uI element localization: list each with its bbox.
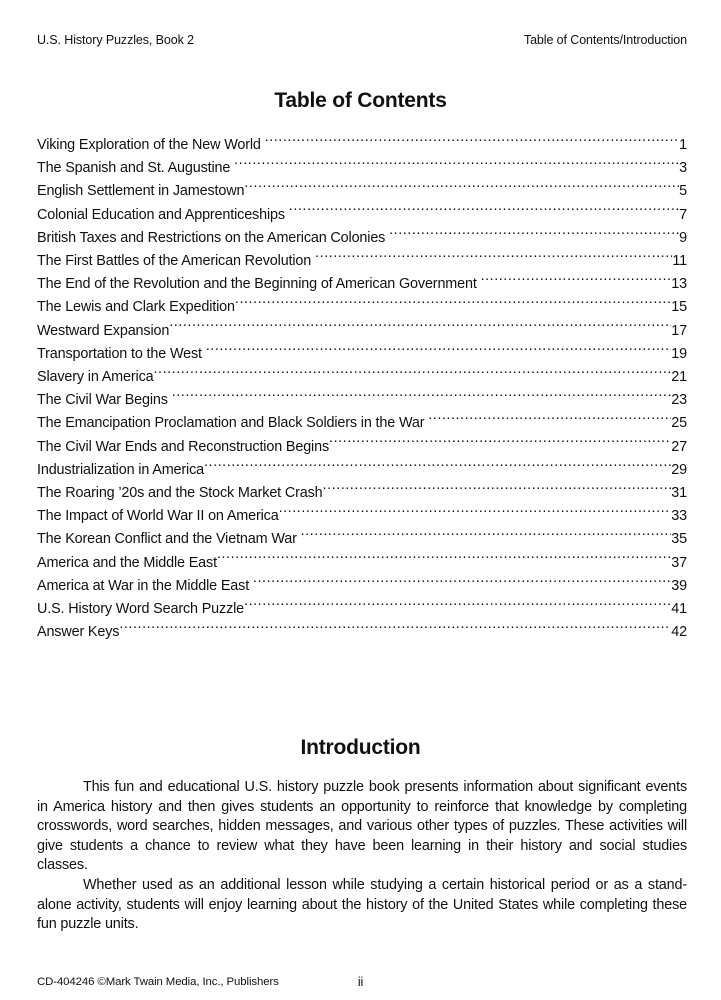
toc-entry-page-number: 33	[671, 508, 687, 525]
running-head	[37, 33, 687, 48]
running-head-book-title: U.S. History Puzzles, Book 2	[37, 33, 194, 47]
toc-leader-dots	[329, 436, 671, 450]
toc-entry-label: Viking Exploration of the New World	[37, 137, 261, 153]
toc-leader-dots	[315, 251, 672, 265]
toc-entry-page-number: 13	[671, 276, 687, 293]
toc-entry-page-number: 9	[679, 229, 687, 246]
toc-leader-dots	[235, 297, 671, 311]
toc-entry[interactable]	[37, 621, 687, 644]
toc-entry-page-number: 11	[672, 253, 687, 270]
toc-entry-page-number: 27	[671, 438, 687, 455]
toc-entry-label: Transportation to the West	[37, 345, 202, 362]
toc-entry[interactable]	[37, 389, 687, 412]
footer-page-number: ii	[357, 975, 364, 989]
toc-entry[interactable]	[37, 552, 687, 575]
toc-leader-dots	[481, 274, 671, 288]
introduction-body	[37, 778, 687, 935]
introduction-paragraph: This fun and educational U.S. history puzzle book presents information about significant events in America history and then gives students an opportunity to reinforce that knowledge by completing crosswords, word searches, hidden messages, and various other types of puzzles. These activities will give students a chance to review what they have been learning in their history and social studies classes.	[37, 779, 687, 874]
toc-entry-page-number: 21	[671, 369, 687, 386]
toc-leader-dots	[234, 158, 679, 172]
toc-entry[interactable]	[37, 204, 687, 227]
toc-entry[interactable]	[37, 320, 687, 343]
toc-entry-label: Colonial Education and Apprenticeships	[37, 206, 285, 223]
introduction-paragraph: Whether used as an additional lesson while studying a certain historical period or as a stand-alone activity, students will enjoy learning about the history of the United States while completing these fun puzzle units.	[37, 876, 687, 933]
toc-entry-label: The First Battles of the American Revolution	[37, 253, 312, 270]
toc-entry[interactable]	[37, 528, 687, 551]
toc-entry-label: The Impact of World War II on America	[37, 508, 279, 525]
toc-entry-label: The Civil War Begins	[37, 392, 168, 409]
toc-entry[interactable]	[37, 250, 687, 273]
toc-entry-label: Answer Keys	[37, 624, 120, 641]
toc-leader-dots	[153, 367, 670, 381]
toc-entry-label: The Emancipation Proclamation and Black Soldiers in the War	[37, 415, 425, 432]
toc-leader-dots	[323, 483, 671, 497]
toc-leader-dots	[301, 529, 671, 543]
toc-leader-dots	[244, 599, 671, 613]
toc-leader-dots	[265, 135, 679, 149]
toc-entry-page-number: 29	[671, 461, 687, 478]
toc-entry-label: The Civil War Ends and Reconstruction Begins	[37, 438, 330, 455]
toc-entry[interactable]	[37, 227, 687, 250]
toc-leader-dots	[206, 343, 671, 357]
toc-leader-dots	[169, 320, 671, 334]
toc-entry[interactable]	[37, 366, 687, 389]
toc-entry[interactable]	[37, 273, 687, 296]
toc-entry-page-number: 23	[671, 392, 687, 409]
toc-entry[interactable]	[37, 505, 687, 528]
toc-entry-label: Slavery in America	[37, 369, 154, 386]
toc-entry-page-number: 39	[671, 577, 687, 594]
toc-entry[interactable]	[37, 598, 687, 621]
toc-entry[interactable]	[37, 343, 687, 366]
toc-entry-page-number: 31	[671, 485, 687, 502]
toc-leader-dots	[428, 413, 671, 427]
toc-entry-page-number: 35	[671, 531, 687, 548]
toc-entry-page-number: 5	[679, 183, 687, 200]
toc-leader-dots	[289, 204, 679, 218]
toc-entry-page-number: 15	[671, 299, 687, 316]
toc-entry-label: The Roaring ’20s and the Stock Market Crash	[37, 485, 323, 502]
toc-leader-dots	[244, 181, 678, 195]
toc-entry[interactable]	[37, 296, 687, 319]
toc-entry[interactable]	[37, 482, 687, 505]
toc-entry-label: The Spanish and St. Augustine	[37, 160, 231, 177]
toc-entry-label: English Settlement in Jamestown	[37, 183, 245, 200]
toc-entry[interactable]	[37, 575, 687, 598]
toc-entry-page-number: 25	[671, 415, 687, 432]
toc-entry-page-number: 7	[679, 206, 687, 223]
toc-entry[interactable]	[37, 436, 687, 459]
toc-entry-label: The End of the Revolution and the Beginning of American Government	[37, 276, 477, 293]
toc-entry-page-number: 1	[679, 137, 687, 153]
toc-leader-dots	[279, 506, 671, 520]
toc-entry-label: Westward Expansion	[37, 322, 170, 339]
toc-entry-label: The Lewis and Clark Expedition	[37, 299, 235, 316]
toc-entry-page-number: 17	[671, 322, 687, 339]
running-head-section: Table of Contents/Introduction	[523, 33, 687, 47]
toc-leader-dots	[119, 622, 670, 636]
toc-entry[interactable]	[37, 412, 687, 435]
toc-leader-dots	[253, 575, 671, 589]
toc-entry[interactable]	[37, 459, 687, 482]
table-of-contents-list	[37, 134, 687, 644]
toc-entry-label: U.S. History Word Search Puzzle	[37, 601, 245, 618]
toc-entry-page-number: 37	[671, 554, 687, 571]
toc-entry-page-number: 41	[671, 601, 687, 618]
introduction-heading: Introduction	[300, 736, 421, 759]
toc-entry-page-number: 3	[679, 160, 687, 177]
toc-entry-label: America and the Middle East	[37, 554, 217, 571]
toc-leader-dots	[217, 552, 671, 566]
toc-leader-dots	[172, 390, 671, 404]
toc-entry-page-number: 42	[671, 624, 687, 641]
toc-entry-label: British Taxes and Restrictions on the American Colonies	[37, 229, 386, 246]
toc-entry[interactable]	[37, 180, 687, 203]
toc-entry-label: The Korean Conflict and the Vietnam War	[37, 531, 297, 548]
toc-entry[interactable]	[37, 134, 687, 157]
toc-entry-label: Industrialization in America	[37, 461, 204, 478]
toc-entry-label: America at War in the Middle East	[37, 577, 250, 594]
toc-entry-page-number: 19	[671, 345, 687, 362]
footer-imprint: CD-404246 ©Mark Twain Media, Inc., Publishers	[37, 976, 279, 988]
toc-leader-dots	[389, 227, 679, 241]
toc-leader-dots	[204, 459, 671, 473]
toc-entry[interactable]	[37, 157, 687, 180]
table-of-contents-heading: Table of Contents	[274, 89, 447, 112]
